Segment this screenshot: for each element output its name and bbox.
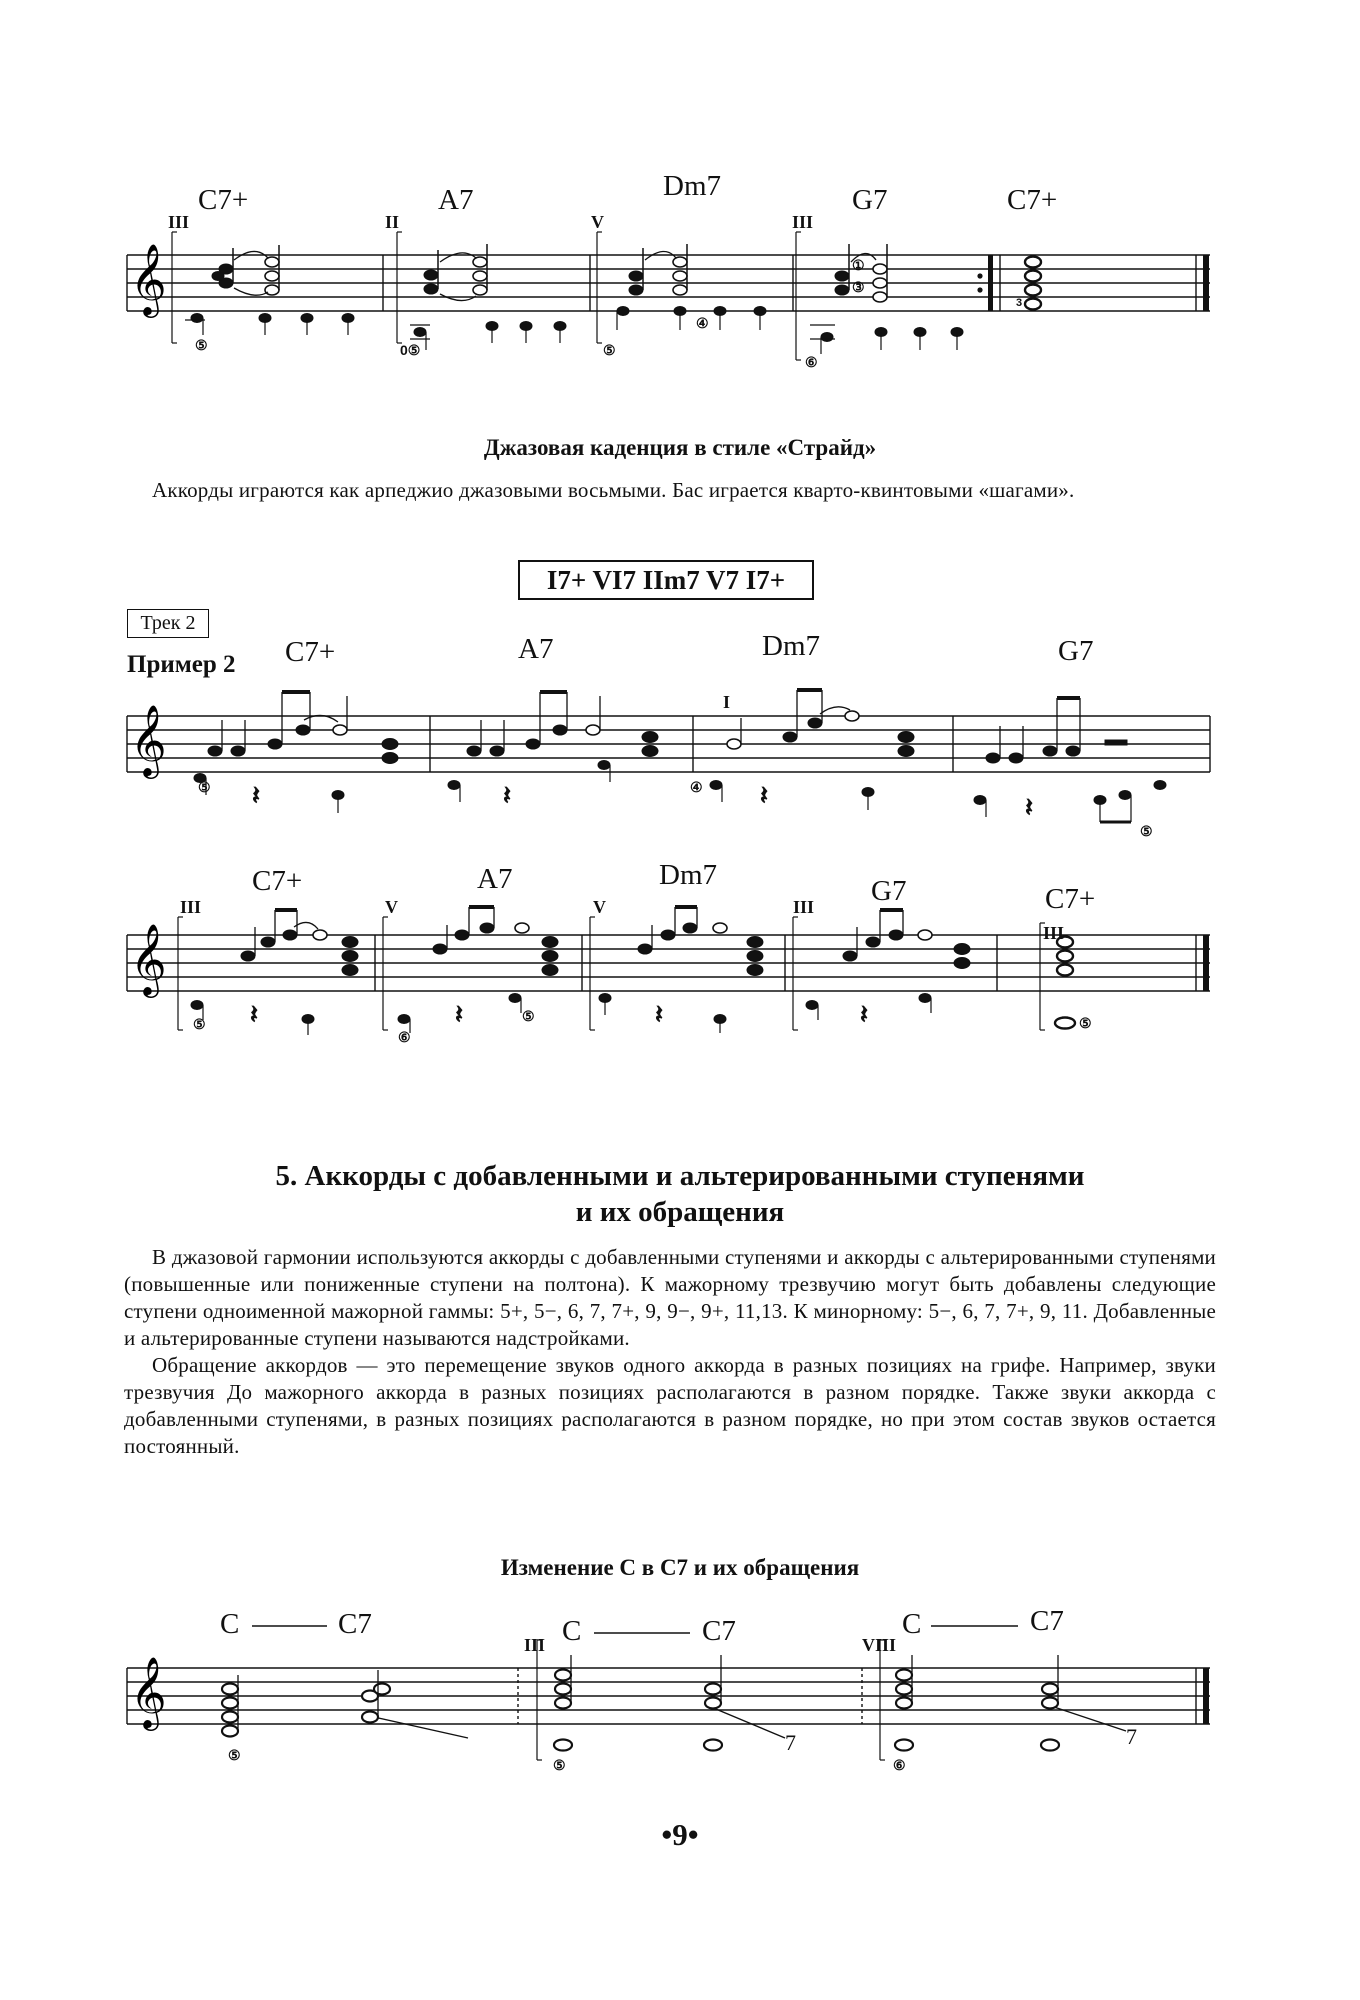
svg-text:③: ③ [852, 279, 865, 295]
example-label: Пример 2 [127, 651, 236, 678]
chord-symbol: G7 [1058, 635, 1094, 667]
svg-text:④: ④ [696, 315, 709, 331]
svg-text:⑤: ⑤ [1140, 823, 1153, 839]
score-system-4 [0, 1600, 1360, 1780]
chord-symbol: Dm7 [663, 170, 721, 202]
svg-text:⑥: ⑥ [805, 354, 818, 370]
harmony-formula-box: I7+ VI7 IIm7 V7 I7+ [518, 560, 814, 600]
position-marker: VIII [862, 1635, 897, 1655]
page-number: •9• [661, 1817, 699, 1852]
staff-4 [0, 1600, 1360, 1780]
stride-description [124, 477, 1216, 504]
paragraph-2: Обращение аккордов — это перемещение звуков одного аккорда в разных позициях на грифе. Например, звуки трезвучия До мажорного аккорда в разных позициях располагаются в разном порядке. Также звуки аккорда с добавленными ступенями, в разных позициях располагаются в разном порядке, но при этом состав звуков остается постоянный. [124, 1353, 1216, 1458]
stride-heading: Джазовая каденция в стиле «Страйд» [483, 435, 877, 460]
treble-clef-icon: 𝄞 [130, 703, 167, 776]
chord-from: C [220, 1608, 240, 1640]
position-marker: V [385, 897, 398, 917]
svg-text:⑤: ⑤ [522, 1008, 535, 1024]
chord-symbol: C7+ [285, 636, 336, 668]
section-title-line-2: и их обращения [575, 1196, 785, 1228]
svg-text:⑤: ⑤ [193, 1016, 206, 1032]
svg-text:𝄽: 𝄽 [860, 1000, 868, 1029]
chord-symbol: C7+ [252, 865, 303, 897]
svg-text:𝄽: 𝄽 [250, 1000, 258, 1029]
track-label: Трек 2 [127, 609, 209, 638]
svg-text:⑤: ⑤ [228, 1747, 241, 1763]
chord-to: C7 [338, 1608, 372, 1640]
position-marker: III [792, 212, 814, 232]
chord-to: C7 [702, 1615, 736, 1647]
treble-clef-icon: 𝄞 [130, 1655, 167, 1728]
chord-symbol: G7 [852, 184, 888, 216]
svg-text:⑤: ⑤ [553, 1757, 566, 1773]
score-system-3 [0, 855, 1360, 1080]
svg-text:𝄽: 𝄽 [655, 1000, 663, 1029]
svg-text:3: 3 [1016, 297, 1023, 309]
stride-text: Аккорды играются как арпеджио джазовыми восьмыми. Бас играется кварто-квинтовыми «шагами». [152, 478, 1075, 502]
chord-symbol: A7 [438, 184, 474, 216]
position-marker: III [524, 1635, 546, 1655]
svg-text:⑥: ⑥ [893, 1757, 906, 1773]
paragraph-1: В джазовой гармонии используются аккорды с добавленными ступенями и аккорды с альтерированными ступенями (повышенные или пониженные ступени на полтона). К мажорному трезвучию могут быть добавлены следующие ступени одноименной мажорной гаммы: 5+, 5−, 6, 7, 7+, 9, 9−, 9+, 11,13. К минорному: 5−, 6, 7, 7+, 9, 11. Добавленные и альтерированные ступени называются надстройками. [124, 1245, 1216, 1350]
treble-clef-icon: 𝄞 [130, 922, 167, 995]
svg-text:𝄽: 𝄽 [760, 781, 768, 810]
chord-symbol: C7+ [198, 184, 249, 216]
svg-text:⑤: ⑤ [198, 779, 211, 795]
section-body [124, 1244, 1216, 1460]
position-marker: III [180, 897, 202, 917]
staff-2 [0, 630, 1360, 850]
chord-to: C7 [1030, 1605, 1064, 1637]
chord-symbol: A7 [477, 863, 513, 895]
section-title-line-1: 5. Аккорды с добавленными и альтерированными ступенями [275, 1160, 1085, 1192]
svg-text:⑤: ⑤ [603, 342, 616, 358]
treble-clef-icon: 𝄞 [130, 242, 167, 315]
inversions-heading: Изменение C в C7 и их обращения [500, 1555, 860, 1580]
svg-text:⑤: ⑤ [1079, 1015, 1092, 1031]
position-marker: I [723, 692, 731, 712]
score-system-1 [0, 160, 1360, 380]
chord-symbol: C7+ [1045, 883, 1096, 915]
position-marker: V [593, 897, 606, 917]
svg-text:①: ① [852, 257, 865, 273]
chord-symbol: G7 [871, 875, 907, 907]
chord-from: C [562, 1615, 582, 1647]
interval-label: 7 [1126, 1724, 1137, 1749]
svg-text:𝄽: 𝄽 [455, 1000, 463, 1029]
position-marker: V [591, 212, 604, 232]
chord-symbol: A7 [518, 633, 554, 665]
section-title [0, 1158, 1360, 1230]
svg-text:𝄽: 𝄽 [1025, 793, 1033, 822]
svg-text:⑤: ⑤ [195, 337, 208, 353]
svg-text:𝄽: 𝄽 [252, 781, 260, 810]
position-marker: II [385, 212, 400, 232]
chord-symbol: Dm7 [659, 859, 717, 891]
svg-text:⑥: ⑥ [398, 1029, 411, 1045]
svg-text:④: ④ [690, 779, 703, 795]
chord-symbol: C7+ [1007, 184, 1058, 216]
interval-label: 7 [785, 1730, 796, 1755]
position-marker: III [1043, 923, 1065, 943]
svg-text:𝄽: 𝄽 [503, 781, 511, 810]
chord-from: C [902, 1608, 922, 1640]
position-marker: III [793, 897, 815, 917]
svg-text:0⑤: 0⑤ [400, 342, 421, 358]
position-marker: III [168, 212, 190, 232]
chord-symbol: Dm7 [762, 630, 820, 662]
score-system-2 [0, 630, 1360, 850]
